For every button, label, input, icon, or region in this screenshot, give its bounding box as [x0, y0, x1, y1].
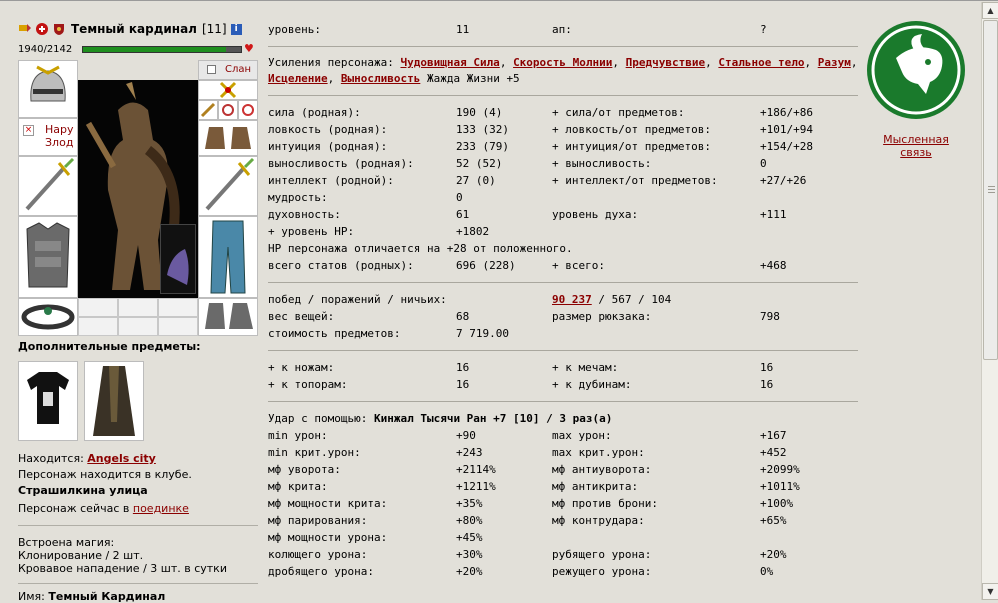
tshirt-icon — [19, 362, 77, 440]
location-label: Находится: — [18, 452, 84, 465]
magic-item: Клонирование / 2 шт. — [18, 549, 144, 562]
stat-label: max урон: — [552, 429, 612, 442]
stat-value: ? — [760, 23, 767, 36]
stat-label: + к топорам: — [268, 378, 348, 391]
battle-link[interactable]: поединке — [132, 502, 189, 515]
missing-item-label: Нару Злод — [45, 123, 74, 149]
location-block — [18, 451, 263, 517]
divider — [268, 46, 858, 47]
stat-value: +35% — [456, 497, 483, 510]
stat-value: +167 — [760, 429, 787, 442]
stat-label: побед / поражений / ничьих: — [268, 293, 447, 306]
helmet-slot[interactable] — [18, 60, 78, 118]
left-divider — [18, 525, 258, 526]
stat-value: +452 — [760, 446, 787, 459]
stat-row — [268, 529, 860, 546]
stat-row — [268, 444, 860, 461]
stat-value: 133 (32) — [456, 123, 509, 136]
telepathy-panel — [866, 20, 966, 159]
attack-line — [268, 410, 612, 427]
align-icon[interactable] — [18, 22, 32, 36]
character-portrait[interactable] — [78, 80, 198, 298]
stat-label: выносливость (родная): — [268, 157, 414, 170]
magic-block — [18, 536, 263, 575]
bottom-value: Темный Кардинал — [48, 590, 166, 603]
stat-label: сила (родная): — [268, 106, 361, 119]
stat-value: +20% — [760, 548, 787, 561]
gloves-icon — [199, 121, 257, 155]
bottom-label: Имя: — [18, 590, 45, 603]
ring-icon — [199, 101, 217, 119]
status-label: Персонаж сейчас в — [18, 502, 130, 515]
hp-note — [268, 240, 860, 257]
stat-label: уровень: — [268, 23, 321, 36]
stat-value: +101/+94 — [760, 123, 813, 136]
buff-plain: Жажда Жизни +5 — [426, 72, 520, 85]
divider — [268, 401, 858, 402]
stat-label: max крит.урон: — [552, 446, 645, 459]
stat-value: 0 — [760, 157, 767, 170]
banner-label: Слан — [225, 64, 252, 75]
buff-link[interactable]: Стальное тело — [718, 56, 805, 69]
stat-label: дробящего урона: — [268, 565, 374, 578]
stat-label: + к дубинам: — [552, 378, 632, 391]
stat-value: +1802 — [456, 225, 490, 238]
ring-slot-3[interactable] — [238, 100, 258, 120]
ring-icon — [219, 101, 237, 119]
stat-label: вес вещей: — [268, 310, 335, 323]
bottom-name-line — [18, 590, 263, 603]
attack-weapon: Кинжал Тысячи Ран +7 [10] / 3 раз(а) — [373, 412, 613, 425]
stat-label: мф крита: — [268, 480, 328, 493]
stat-row — [268, 104, 860, 121]
boots-icon — [199, 299, 257, 335]
pet-slot[interactable] — [160, 224, 196, 294]
stat-value: 16 — [760, 361, 774, 374]
divider — [268, 350, 858, 351]
stat-value: +100% — [760, 497, 794, 510]
hp-bar-fill — [83, 47, 226, 52]
stat-label: интеллект (родной): — [268, 174, 394, 187]
missing-item-slot[interactable] — [18, 118, 78, 156]
armor-icon — [19, 217, 77, 297]
telepathy-link[interactable] — [866, 133, 966, 159]
combat-stats — [268, 427, 860, 580]
banner-slot[interactable] — [198, 60, 258, 80]
stats-total-row — [268, 257, 860, 274]
belt-slot[interactable] — [18, 298, 78, 336]
buff-link[interactable]: Чудовищная Сила — [400, 56, 500, 69]
goat-emblem-icon[interactable] — [866, 20, 966, 120]
boots-slot[interactable] — [198, 298, 258, 336]
dagger-icon — [199, 157, 257, 215]
left-divider — [18, 583, 258, 584]
leggings-slot[interactable] — [198, 216, 258, 298]
vertical-scrollbar[interactable] — [981, 2, 998, 600]
stat-row — [268, 172, 860, 189]
dagger-icon — [19, 157, 77, 215]
stat-row — [268, 121, 860, 138]
magic-title: Встроена магия: — [18, 536, 115, 549]
pet-icon — [161, 225, 195, 293]
stat-value: 61 — [456, 208, 470, 221]
stat-value: 68 — [456, 310, 470, 323]
character-panel — [18, 18, 263, 603]
stat-value: 27 (0) — [456, 174, 496, 187]
stat-row — [268, 138, 860, 155]
empty-slot[interactable] — [158, 298, 198, 317]
stat-value: +20% — [456, 565, 483, 578]
stat-label: размер рюкзака: — [552, 310, 652, 323]
empty-slot[interactable] — [118, 298, 158, 317]
helmet-icon — [19, 61, 77, 117]
stat-label: min крит.урон: — [268, 446, 361, 459]
stat-row — [268, 461, 860, 478]
rune-icon — [199, 81, 257, 99]
stat-value: 233 (79) — [456, 140, 509, 153]
empty-slot[interactable] — [78, 317, 118, 336]
stat-row — [268, 546, 860, 563]
stat-label: + ловкость/от предметов: — [552, 123, 711, 136]
empty-slot[interactable] — [78, 298, 118, 317]
character-header — [18, 18, 263, 40]
stat-label: мф мощности урона: — [268, 531, 388, 544]
losses-draws: / 567 / 104 — [598, 293, 672, 306]
stat-label: рубящего урона: — [552, 548, 652, 561]
stat-value: +30% — [456, 548, 483, 561]
ring-icon — [239, 101, 257, 119]
stat-value: +27/+26 — [760, 174, 807, 187]
location-line — [18, 451, 263, 467]
scroll-thumb[interactable] — [983, 20, 998, 360]
broken-image-icon: × — [24, 125, 33, 135]
stat-label: мф антиуворота: — [552, 463, 652, 476]
stat-label: духовность: — [268, 208, 341, 221]
stat-value: +2099% — [760, 463, 800, 476]
wins-link[interactable]: 90 237 — [552, 293, 592, 306]
stat-value: +2114% — [456, 463, 496, 476]
leggings-icon — [199, 217, 257, 297]
stat-value: +45% — [456, 531, 483, 544]
stat-label: min урон: — [268, 429, 328, 442]
stat-value: 190 (4) — [456, 106, 503, 119]
empty-slot[interactable] — [158, 317, 198, 336]
stat-value: 52 (52) — [456, 157, 503, 170]
stat-label: мф контрудара: — [552, 514, 645, 527]
stat-label: всего статов (родных): — [268, 259, 414, 272]
ring-slot-1[interactable] — [198, 100, 218, 120]
stat-value: +468 — [760, 259, 787, 272]
info-icon[interactable]: i — [231, 24, 242, 35]
stat-row — [268, 155, 860, 172]
stat-value: +111 — [760, 208, 787, 221]
stat-value: 16 — [456, 361, 470, 374]
armor-slot[interactable] — [18, 216, 78, 298]
belt-icon — [19, 299, 77, 335]
stat-value: +80% — [456, 514, 483, 527]
stat-row — [268, 206, 860, 223]
equipment-area — [18, 60, 263, 336]
stat-label: мф мощности крита: — [268, 497, 388, 510]
hp-value: 1940/2142 — [18, 43, 73, 55]
stat-value: +186/+86 — [760, 106, 813, 119]
club-text: Персонаж находится в клубе. — [18, 468, 192, 481]
stat-value: +65% — [760, 514, 787, 527]
stat-label: + к ножам: — [268, 361, 335, 374]
level-row — [268, 21, 860, 38]
stat-label: мф против брони: — [552, 497, 658, 510]
weapon-right-slot[interactable] — [198, 156, 258, 216]
character-name: Темный кардинал — [71, 22, 197, 36]
empty-slot[interactable] — [118, 317, 158, 336]
attack-label: Удар с помощью: — [268, 412, 368, 425]
buff-link[interactable]: Выносливость — [340, 72, 421, 85]
battles-row — [268, 291, 860, 308]
stat-value: +243 — [456, 446, 483, 459]
street-text: Страшилкина улица — [18, 484, 148, 497]
stat-label: + сила/от предметов: — [552, 106, 685, 119]
cloak-icon — [85, 362, 143, 440]
stat-row — [268, 376, 860, 393]
stat-value: 696 (228) — [456, 259, 516, 272]
stat-label: режущего урона: — [552, 565, 652, 578]
stat-label: интуиция (родная): — [268, 140, 388, 153]
status-line — [18, 501, 263, 517]
stat-value: +154/+28 — [760, 140, 813, 153]
base-stats — [268, 104, 860, 240]
stat-row — [268, 563, 860, 580]
buff-link[interactable]: Исцеление — [268, 72, 328, 85]
stat-label: + интуиция/от предметов: — [552, 140, 711, 153]
stat-row — [268, 189, 860, 206]
stat-row — [268, 495, 860, 512]
stat-value: +1011% — [760, 480, 800, 493]
stat-row — [268, 359, 860, 376]
weapon-left-slot[interactable] — [18, 156, 78, 216]
gloves-slot[interactable] — [198, 120, 258, 156]
stats-panel — [268, 18, 860, 580]
attack-row — [268, 410, 860, 427]
stat-label: + к мечам: — [552, 361, 619, 374]
heart-icon: ♥ — [244, 42, 254, 55]
telepathy-line1: Мысленная — [883, 133, 949, 146]
extra-items-title: Дополнительные предметы: — [18, 340, 201, 353]
city-link[interactable]: Angels city — [87, 452, 156, 465]
stat-label: стоимость предметов: — [268, 327, 401, 340]
stat-label: + интеллект/от предметов: — [552, 174, 718, 187]
stat-label: колющего урона: — [268, 548, 368, 561]
ring-slot-2[interactable] — [218, 100, 238, 120]
checkbox-icon — [207, 65, 216, 74]
buff-link[interactable]: Скорость Молнии — [513, 56, 613, 69]
extra-item-cloak[interactable] — [84, 361, 144, 441]
stat-value: 16 — [760, 378, 774, 391]
stat-label: ловкость (родная): — [268, 123, 388, 136]
hp-bar — [82, 46, 242, 53]
stat-value: 16 — [456, 378, 470, 391]
buff-link[interactable]: Разум — [817, 56, 851, 69]
stat-label: уровень духа: — [552, 208, 639, 221]
stat-label: ап: — [552, 23, 572, 36]
battles-value — [552, 291, 671, 308]
buff-link[interactable]: Предчувствие — [625, 56, 706, 69]
divider — [268, 282, 858, 283]
stat-row — [268, 478, 860, 495]
rune-slot[interactable] — [198, 80, 258, 100]
scroll-up-button[interactable]: ▲ — [982, 2, 998, 19]
clan-icon[interactable] — [35, 22, 49, 36]
stat-value: 0 — [456, 191, 463, 204]
rank-shield-icon[interactable] — [52, 22, 66, 36]
character-level: [11] — [201, 22, 227, 36]
cost-row — [268, 325, 860, 342]
extra-item-shirt[interactable] — [18, 361, 78, 441]
stat-value: 0% — [760, 565, 774, 578]
divider — [268, 95, 858, 96]
buffs-block: Усиления персонажа: Чудовищная Сила, Скорость Молнии, Предчувствие, Стальное тело, Разум, Исцеление, Выносливость Жажда Жизни +5 — [268, 56, 858, 85]
stat-value: +90 — [456, 429, 476, 442]
hp-row — [18, 42, 263, 56]
stat-label: мф антикрита: — [552, 480, 639, 493]
stat-value: 798 — [760, 310, 780, 323]
stat-label: + всего: — [552, 259, 605, 272]
stat-value: +1211% — [456, 480, 496, 493]
weapon-skills — [268, 359, 860, 393]
stat-value: 7 719.00 — [456, 327, 509, 340]
stat-label: + уровень HP: — [268, 225, 355, 238]
hp-note-text: HP персонажа отличается на +28 от положенного. — [268, 242, 573, 255]
stat-label: мф уворота: — [268, 463, 341, 476]
magic-item: Кровавое нападение / 3 шт. в сутки — [18, 562, 227, 575]
weight-row — [268, 308, 860, 325]
telepathy-line2: связь — [900, 146, 932, 159]
buffs-label: Усиления персонажа: — [268, 56, 394, 69]
stat-value: 11 — [456, 23, 470, 36]
extra-items — [18, 361, 263, 441]
stat-label: + выносливость: — [552, 157, 652, 170]
stat-row — [268, 427, 860, 444]
stat-row — [268, 512, 860, 529]
stat-row — [268, 223, 860, 240]
scroll-down-button[interactable]: ▼ — [982, 583, 998, 600]
stat-label: мудрость: — [268, 191, 328, 204]
stat-label: мф парирования: — [268, 514, 368, 527]
